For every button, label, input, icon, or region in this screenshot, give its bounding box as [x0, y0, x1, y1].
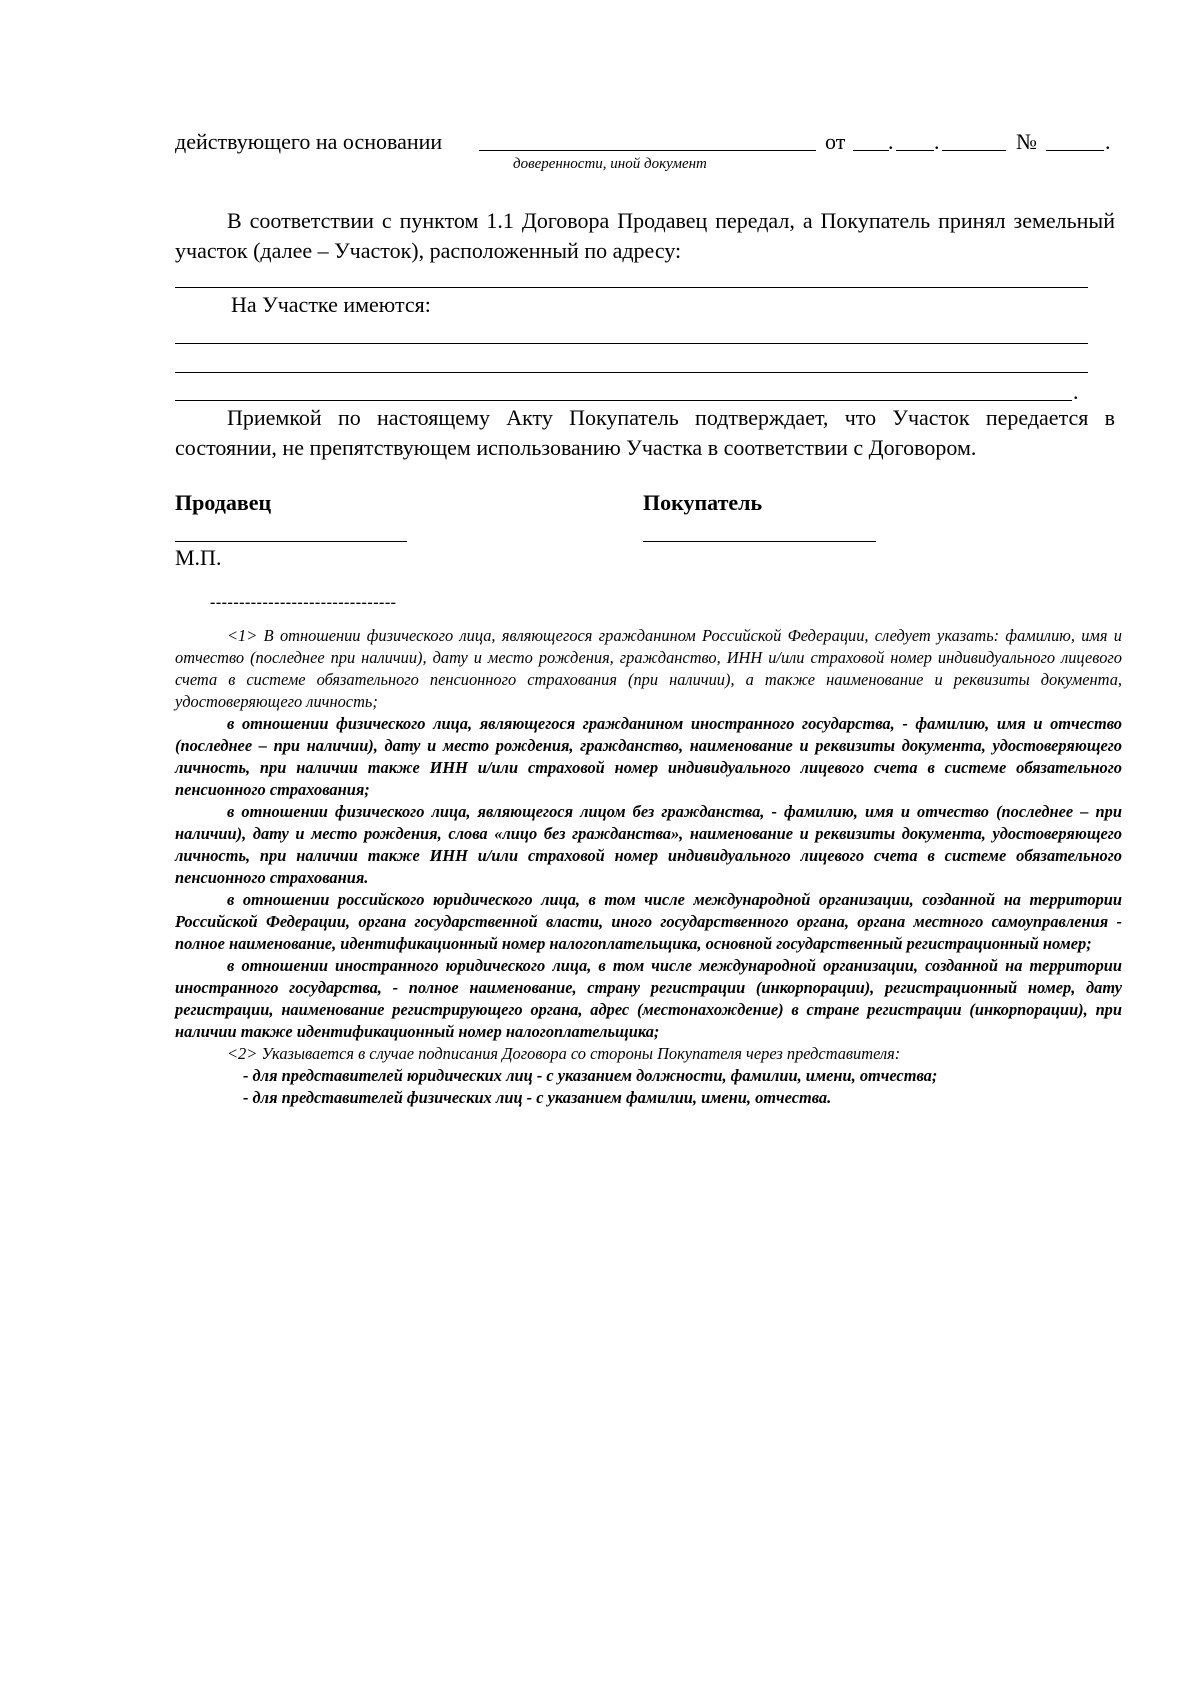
footnote-1 — [175, 625, 1122, 713]
date-separator-2: . — [934, 129, 940, 154]
header-end-dot: . — [1105, 129, 1111, 154]
basis-label: действующего на основании — [175, 129, 443, 154]
on-plot-line-1[interactable] — [175, 343, 1088, 344]
acceptance-paragraph: Приемкой по настоящему Акту Покупатель подтверждает, что Участок передается в состоянии, не препятствующем использованию Участка в соответствии с Договором. — [175, 405, 1115, 460]
number-input-line[interactable] — [1046, 150, 1104, 151]
on-plot-line-3[interactable] — [175, 400, 1072, 401]
buyer-signature-line[interactable] — [643, 541, 876, 542]
footnote-2-item-1: - для представителей юридических лиц - с указанием должности, фамилии, имени, отчества; — [243, 1066, 938, 1085]
footnote-1-stateless: в отношении физического лица, являющегося лицом без гражданства, - фамилию, имя и отчество (последнее – при наличии), дату и место рождения, слова «лицо без гражданства», наименование и реквизиты документа, удостоверяющего личность, при наличии также ИНН и/или страховой номер индивидуального лицевого счета в системе обязательного пенсионного страхования. — [175, 802, 1122, 887]
on-plot-line-2[interactable] — [175, 372, 1088, 373]
footnote-separator: -------------------------------- — [210, 594, 397, 611]
number-label: № — [1016, 129, 1037, 154]
date-year-line[interactable] — [942, 150, 1006, 151]
address-line[interactable] — [175, 287, 1088, 288]
on-plot-end-dot: . — [1073, 379, 1079, 404]
date-separator-1: . — [888, 129, 894, 154]
footnote-1-text: В отношении физического лица, являющегося гражданином Российской Федерации, следует указать: фамилию, имя и отчество (последнее при наличии), дату и место рождения, гражданство, ИНН и/или страховой номер индивидуального лицевого счета в системе обязательного пенсионного страхования (при наличии), а также наименование и реквизиты документа, удостоверяющего личность; — [175, 626, 1122, 711]
date-day-line[interactable] — [853, 150, 889, 151]
footnote-1-foreign-legal: в отношении иностранного юридического лица, в том числе международной организации, созданной на территории иностранного государства, - полное наименование, страну регистрации (инкорпорации), регистрационный номер, дату регистрации, наименование регистрирующего органа, адрес (местонахождение) в стране регистрации (инкорпорации), при наличии также идентификационный номер налогоплательщика; — [175, 956, 1122, 1041]
basis-hint: доверенности, иной документ — [513, 156, 707, 172]
footnote-1-foreign: в отношении физического лица, являющегося гражданином иностранного государства, - фамилию, имя и отчество (последнее – при наличии), дату и место рождения, гражданство, наименование и реквизиты документа, удостоверяющего личность, при наличии также ИНН и/или страховой номер индивидуального лицевого счета в системе обязательного пенсионного страхования; — [175, 714, 1122, 799]
date-label: от — [825, 129, 846, 154]
footnote-1-ru-legal: в отношении российского юридического лица, в том числе международной организации, созданной на территории Российской Федерации, органа государственной власти, иного государственного органа, органа местного самоуправления - полное наименование, идентификационный номер налогоплательщика, основной государственный регистрационный номер; — [175, 890, 1122, 953]
basis-input-line[interactable] — [479, 150, 816, 151]
footnote-block — [175, 625, 1122, 1109]
date-month-line[interactable] — [896, 150, 934, 151]
buyer-label: Покупатель — [643, 490, 763, 515]
seller-signature-line[interactable] — [175, 541, 407, 542]
stamp-label: М.П. — [175, 545, 222, 570]
transfer-paragraph: В соответствии с пунктом 1.1 Договора Продавец передал, а Покупатель принял земельный участок (далее – Участок), расположенный по адресу: — [175, 208, 1115, 263]
footnote-2-item-2: - для представителей физических лиц - с указанием фамилии, имени, отчества. — [243, 1088, 832, 1107]
footnote-1-ref: <1> — [227, 626, 258, 645]
footnote-2-ref: <2> — [227, 1044, 258, 1063]
footnote-2 — [175, 1043, 1122, 1065]
seller-label: Продавец — [175, 490, 272, 515]
footnote-2-text: Указывается в случае подписания Договора со стороны Покупателя через представителя: — [261, 1044, 901, 1063]
on-plot-label: На Участке имеются: — [231, 292, 431, 317]
